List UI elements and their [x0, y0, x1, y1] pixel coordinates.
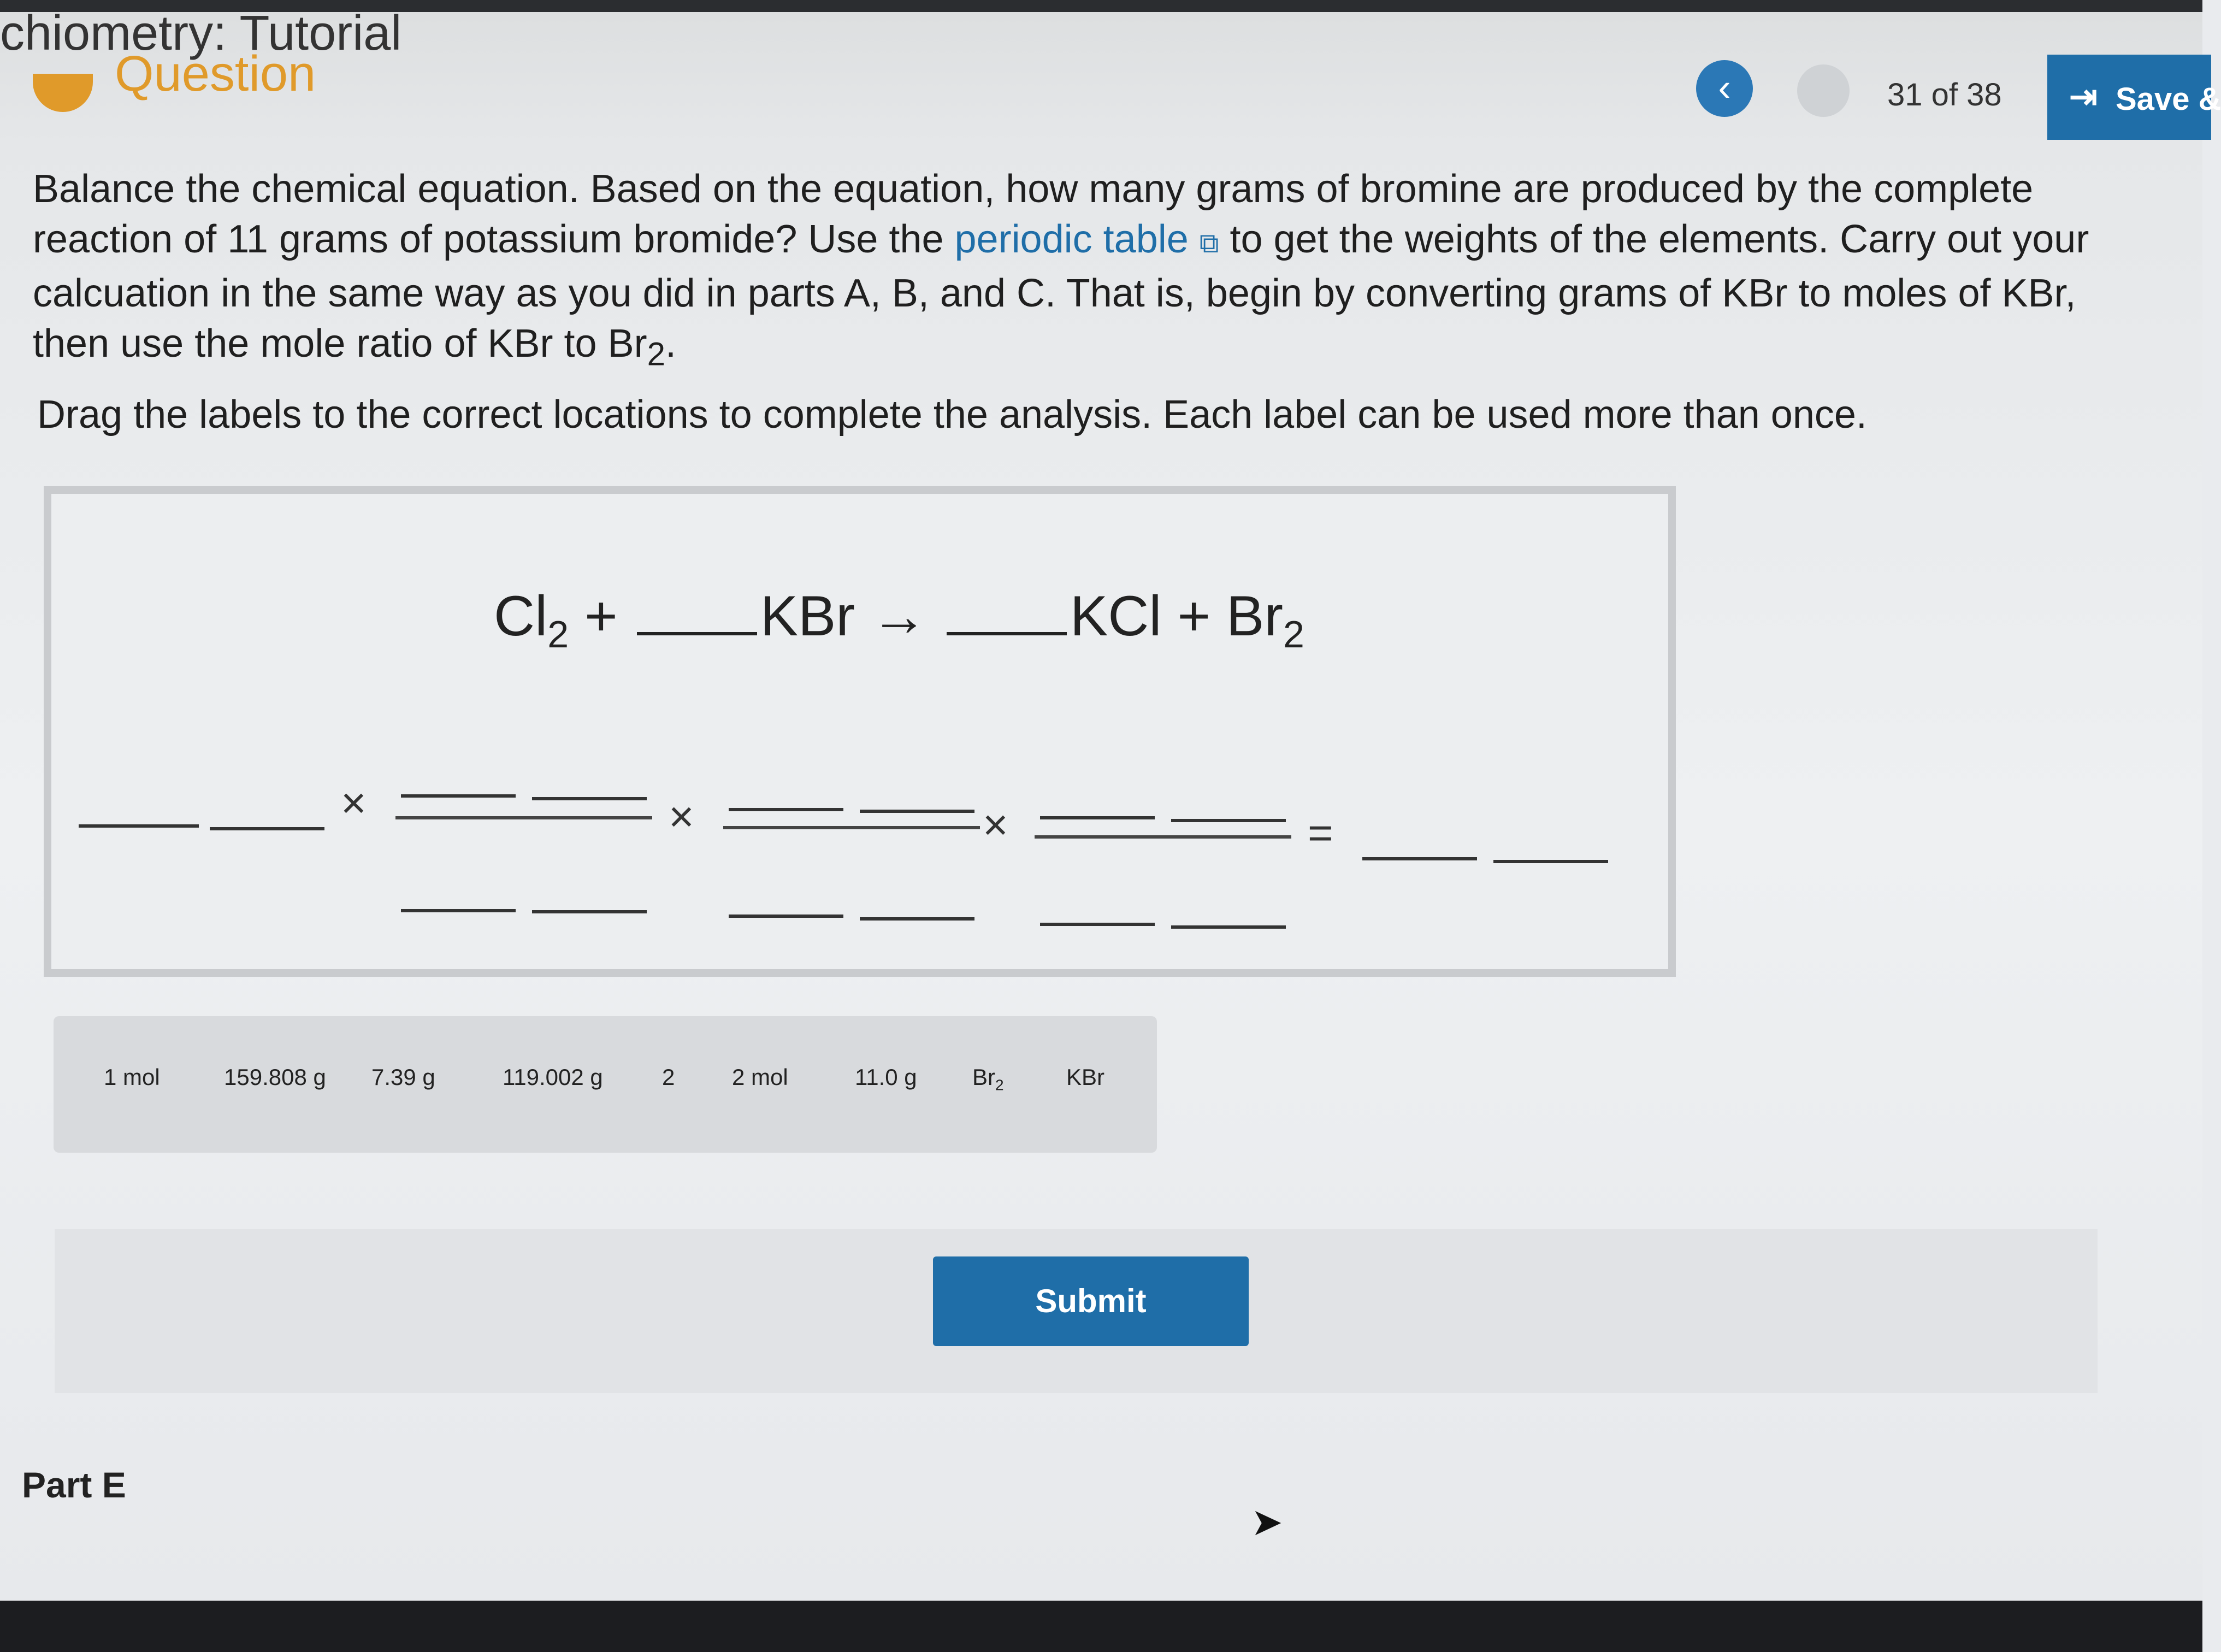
chemical-equation [494, 584, 1304, 656]
question-text-part-1: Balance the chemical equation. Based on the equation, how many grams of bromine are produced by the complete reaction of 11 grams of potassium bromide? Use the [33, 167, 2034, 261]
fraction-1-denominator-value-drop-target[interactable] [401, 909, 516, 912]
label-br2[interactable] [966, 1060, 1011, 1098]
kbr-formula: KBr [760, 585, 855, 648]
label-119-002-g[interactable]: 119.002 g [503, 1064, 603, 1090]
next-button[interactable] [1797, 64, 1850, 117]
chlorine-subscript: 2 [547, 612, 569, 656]
kcl-coefficient-drop-target[interactable] [947, 588, 1067, 635]
label-2-mol[interactable]: 2 mol [732, 1064, 788, 1090]
question-text-part-2: to get the weights of the elements. Carry out your calcuation in the same way as you did in parts A, B, and C. That is, begin by converting grams of KBr to moles of KBr, then use the mole ratio of KBr to Br [33, 217, 2089, 365]
plus-sign: + [569, 585, 634, 648]
fraction-1-numerator-unit-drop-target[interactable] [532, 797, 647, 800]
fraction-3-numerator-value-drop-target[interactable] [1040, 816, 1155, 819]
label-kbr[interactable]: KBr [1066, 1064, 1105, 1090]
result-value-drop-target[interactable] [1362, 857, 1477, 860]
multiply-sign-2: × [669, 792, 694, 841]
label-1-mol[interactable]: 1 mol [104, 1064, 160, 1090]
mouse-pointer-icon: ➤ [1251, 1501, 1283, 1543]
fraction-3-denominator-unit-drop-target[interactable] [1171, 925, 1286, 929]
bromine-subscript: 2 [1283, 612, 1304, 656]
multiply-sign-3: × [983, 800, 1008, 849]
multiply-sign-1: × [341, 778, 367, 827]
fraction-2-bar [723, 826, 980, 829]
kbr-coefficient-drop-target[interactable] [637, 588, 757, 635]
start-value-drop-target[interactable] [79, 824, 199, 828]
external-link-icon[interactable]: ⧉ [1199, 228, 1219, 258]
chlorine-symbol: Cl [494, 585, 548, 648]
label-11-0-g[interactable]: 11.0 g [855, 1064, 917, 1090]
instruction-text: Drag the labels to the correct locations to complete the analysis. Each label can be used more than once. [37, 393, 1867, 436]
fraction-1-numerator-value-drop-target[interactable] [401, 794, 516, 798]
start-unit-drop-target[interactable] [210, 827, 324, 830]
save-label: Save & [2116, 81, 2221, 117]
part-e-heading[interactable]: Part E [22, 1465, 126, 1505]
question-text [33, 164, 2163, 379]
fraction-1-bar [395, 816, 652, 819]
bromine-symbol: Br [1226, 585, 1283, 648]
label-br2-subscript: 2 [995, 1076, 1004, 1094]
question-counter: 31 of 38 [1887, 77, 2002, 113]
reaction-arrow: → [855, 585, 943, 648]
monitor-bezel-bottom [0, 1601, 2202, 1652]
save-and-exit-button[interactable] [2047, 55, 2221, 140]
fraction-3-numerator-unit-drop-target[interactable] [1171, 819, 1286, 822]
kcl-formula: KCl [1070, 585, 1162, 648]
question-text-end: . [665, 322, 676, 365]
periodic-table-link[interactable]: periodic table [954, 217, 1189, 261]
subscript: 2 [647, 335, 665, 373]
result-unit-drop-target[interactable] [1493, 860, 1608, 863]
submit-button[interactable]: Submit [933, 1256, 1249, 1346]
label-7-39-g[interactable]: 7.39 g [371, 1064, 435, 1090]
fraction-1-denominator-unit-drop-target[interactable] [532, 910, 647, 913]
page-title: chiometry: Tutorial [0, 6, 402, 61]
fraction-3-denominator-value-drop-target[interactable] [1040, 923, 1155, 926]
chevron-left-icon: ‹ [1718, 66, 1731, 109]
analysis-workspace [44, 486, 1676, 977]
equals-sign: = [1308, 809, 1333, 857]
fraction-2-denominator-value-drop-target[interactable] [729, 914, 843, 918]
label-2[interactable]: 2 [662, 1064, 675, 1090]
fraction-2-denominator-unit-drop-target[interactable] [860, 917, 974, 921]
plus-sign-2: + [1161, 585, 1226, 648]
exit-icon: ⇥ [2069, 78, 2098, 116]
fraction-2-numerator-unit-drop-target[interactable] [860, 810, 974, 813]
fraction-2-numerator-value-drop-target[interactable] [729, 808, 843, 811]
previous-button[interactable] [1696, 60, 1753, 117]
label-br2-text: Br [972, 1064, 995, 1090]
label-bank [54, 1016, 1157, 1153]
fraction-3-bar [1035, 835, 1291, 839]
label-159-808-g[interactable]: 159.808 g [224, 1064, 326, 1090]
section-heading: Question [115, 46, 316, 102]
